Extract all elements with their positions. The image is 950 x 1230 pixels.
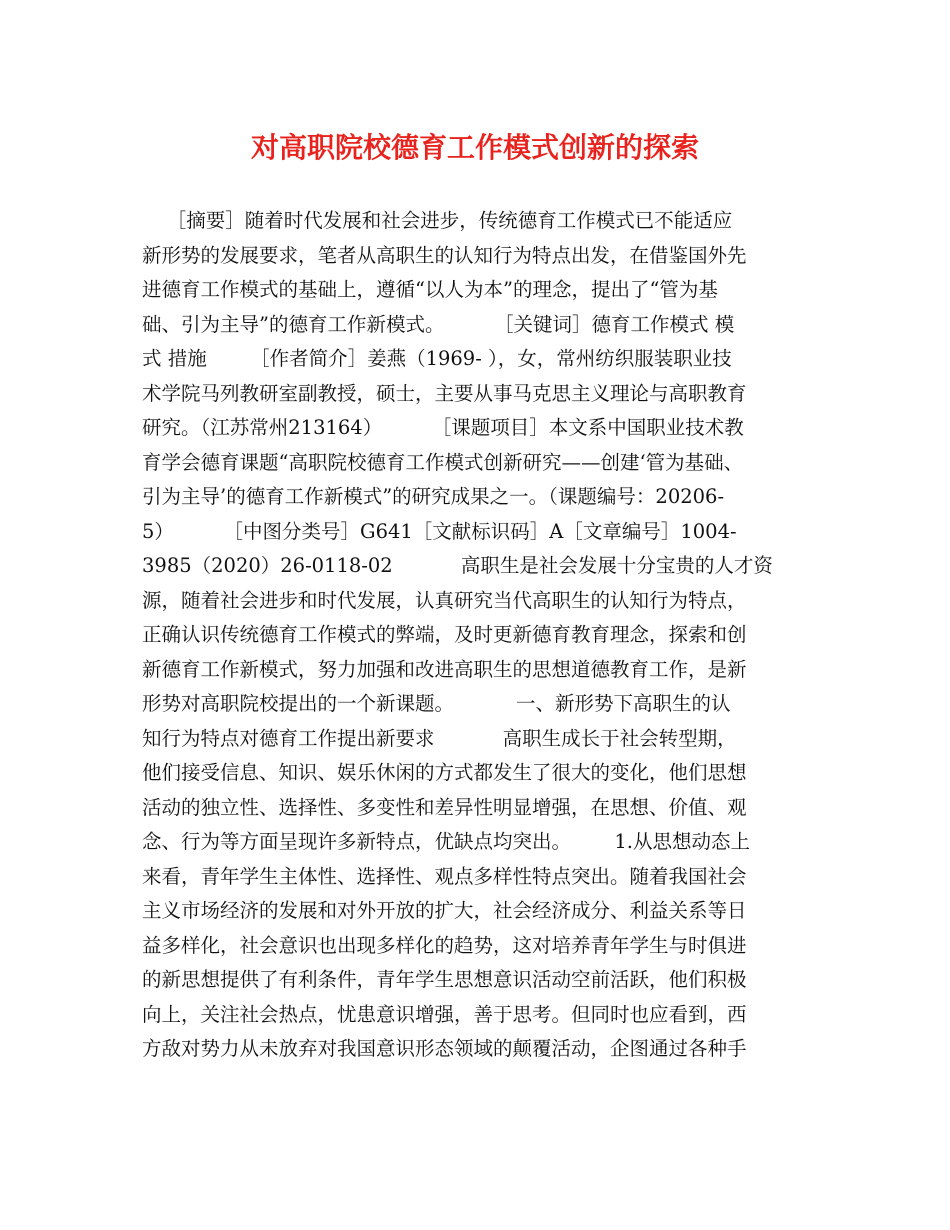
body-line: 育学会德育课题“高职院校德育工作模式创新研究——创建‘管为基础、 <box>142 450 744 474</box>
body-line: 源，随着社会进步和时代发展，认真研究当代高职生的认知行为特点， <box>142 588 747 612</box>
body-line: ［摘要］随着时代发展和社会进步，传统德育工作模式已不能适应 <box>142 209 733 232</box>
body-line: 5） ［中图分类号］G641［文献标识码］A［文章编号］1004- <box>142 519 737 543</box>
body-line: 进德育工作模式的基础上，遵循“以人为本”的理念，提出了“管为基 <box>142 278 718 301</box>
document-title: 对高职院校德育工作模式创新的探索 <box>250 131 699 164</box>
body-line: 来看，青年学生主体性、选择性、观点多样性特点突出。随着我国社会 <box>142 864 747 888</box>
body-line: 他们接受信息、知识、娱乐休闲的方式都发生了很大的变化，他们思想 <box>142 761 747 784</box>
body-line: 术学院马列教研室副教授，硕士，主要从事马克思主义理论与高职教育 <box>142 381 747 405</box>
body-line: 3985（2020）26-0118-02 高职生是社会发展十分宝贵的人才资 <box>142 554 773 577</box>
body-line: 新形势的发展要求，笔者从高职生的认知行为特点出发，在借鉴国外先 <box>142 243 747 267</box>
body-line: 新德育工作新模式，努力加强和改进高职生的思想道德教育工作，是新 <box>142 657 747 681</box>
body-line: 活动的独立性、选择性、多变性和差异性明显增强，在思想、价值、观 <box>142 795 747 819</box>
body-line: 式 措施 ［作者简介］姜燕（1969- ），女，常州纺织服装职业技 <box>142 347 732 370</box>
body-line: 研究。（江苏常州213164） ［课题项目］本文系中国职业技术教 <box>142 416 744 439</box>
body-line: 主义市场经济的发展和对外开放的扩大，社会经济成分、利益关系等日 <box>142 899 747 922</box>
body-line: 的新思想提供了有利条件，青年学生思想意识活动空前活跃，他们积极 <box>142 968 747 991</box>
body-line: 向上，关注社会热点，忧患意识增强，善于思考。但同时也应看到，西 <box>142 1002 747 1026</box>
document-body <box>142 204 822 1067</box>
body-line: 形势对高职院校提出的一个新课题。 一、新形势下高职生的认 <box>142 692 731 715</box>
body-line: 益多样化，社会意识也出现多样化的趋势，这对培养青年学生与时俱进 <box>142 933 747 957</box>
body-line: 念、行为等方面呈现许多新特点，优缺点均突出。 1.从思想动态上 <box>142 830 750 853</box>
body-line: 引为主导’的德育工作新模式”的研究成果之一。（课题编号：20206- <box>142 485 725 508</box>
body-line: 正确认识传统德育工作模式的弊端，及时更新德育教育理念，探索和创 <box>142 623 747 646</box>
body-line: 方敌对势力从未放弃对我国意识形态领域的颠覆活动，企图通过各种手 <box>142 1037 747 1060</box>
body-line: 知行为特点对德育工作提出新要求 高职生成长于社会转型期， <box>142 726 737 750</box>
body-line: 础、引为主导”的德育工作新模式。 ［关键词］德育工作模式 模 <box>142 312 735 336</box>
